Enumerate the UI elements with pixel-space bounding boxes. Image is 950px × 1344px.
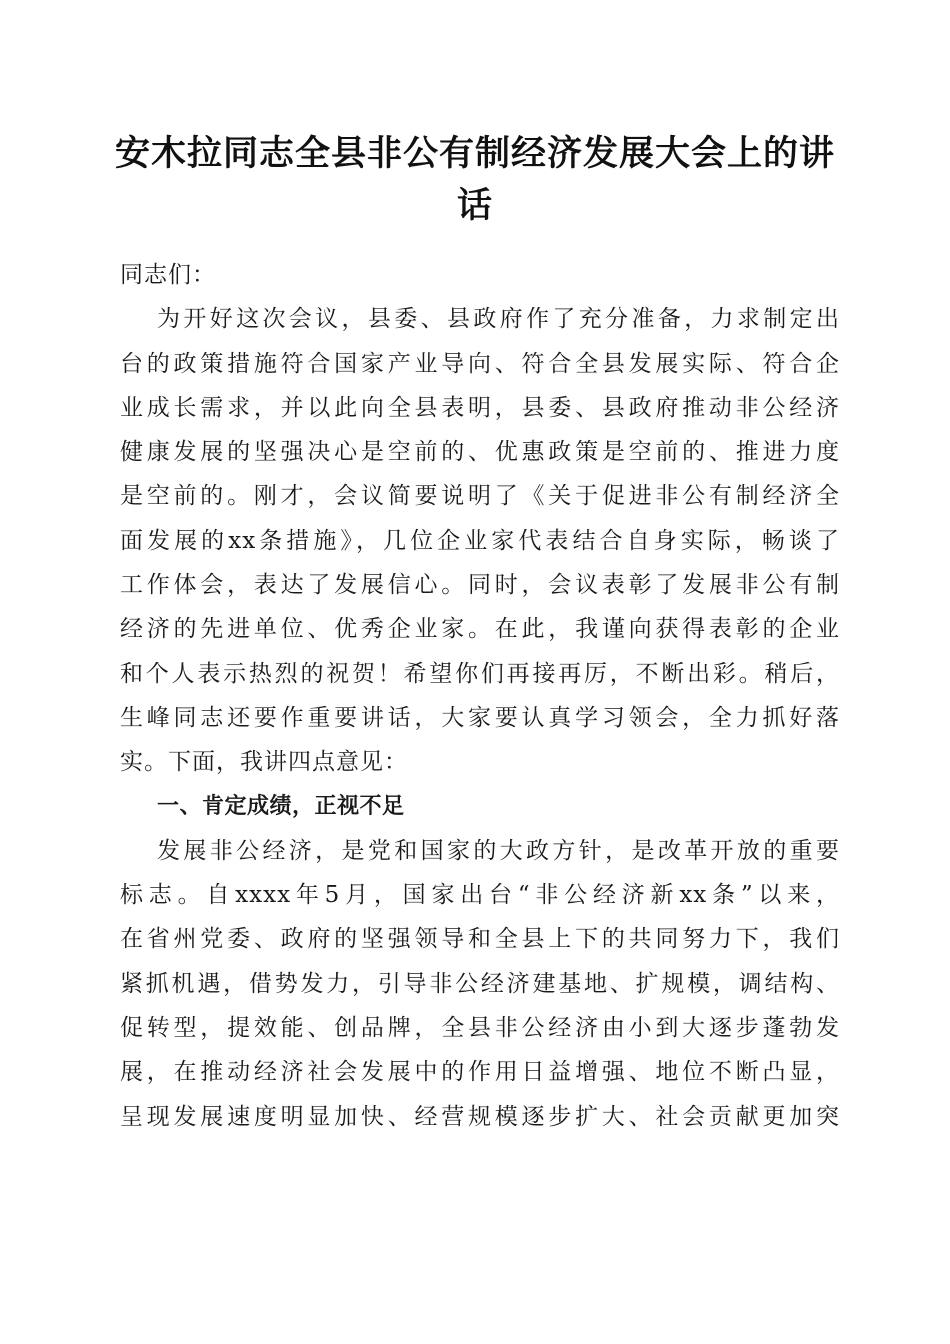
paragraph-line: 健康发展的坚强决心是空前的、优惠政策是空前的、推进力度 [120,439,840,466]
paragraph-line: 台的政策措施符合国家产业导向、符合全县发展实际、符合企 [120,350,840,377]
paragraph-line: 和个人表示热烈的祝贺！希望你们再接再厉，不断出彩。稍后， [120,660,840,687]
paragraph-line: 生峰同志还要作重要讲话，大家要认真学习领会，全力抓好落 [120,704,840,731]
paragraph-line: 在省州党委、政府的坚强领导和全县上下的共同努力下，我们 [120,926,840,953]
document-body [120,253,840,1139]
paragraph-line: 标志。自xxxx年5月，国家出台“非公经济新xx条”以来， [120,882,840,909]
paragraph-line: 促转型，提效能、创品牌，全县非公经济由小到大逐步蓬勃发 [120,1015,840,1042]
paragraph-line: 面发展的xx条措施》，几位企业家代表结合自身实际，畅谈了 [120,527,840,554]
document-title: 安木拉同志全县非公有制经济发展大会上的讲话 [114,133,835,226]
paragraph-line: 发展非公经济，是党和国家的大政方针，是改革开放的重要 [157,837,840,864]
paragraph-line: 呈现发展速度明显加快、经营规模逐步扩大、社会贡献更加突 [120,1103,840,1130]
paragraph-1 [120,297,840,784]
paragraph-line: 实。下面，我讲四点意见： [120,749,408,776]
paragraph-line: 是空前的。刚才，会议简要说明了《关于促进非公有制经济全 [120,483,840,510]
paragraph-line: 紧抓机遇，借势发力，引导非公经济建基地、扩规模，调结构、 [120,970,840,997]
paragraph-line: 经济的先进单位、优秀企业家。在此，我谨向获得表彰的企业 [120,616,840,643]
paragraph-line: 为开好这次会议，县委、县政府作了充分准备，力求制定出 [157,306,840,333]
section-heading-1: 一、肯定成绩，正视不足 [157,793,405,819]
salutation: 同志们： [120,262,216,288]
paragraph-line: 工作体会，表达了发展信心。同时，会议表彰了发展非公有制 [120,572,840,599]
paragraph-line: 业成长需求，并以此向全县表明，县委、县政府推动非公经济 [120,394,840,421]
paragraph-line: 展，在推动经济社会发展中的作用日益增强、地位不断凸显， [120,1059,840,1086]
paragraph-2 [120,829,840,1139]
